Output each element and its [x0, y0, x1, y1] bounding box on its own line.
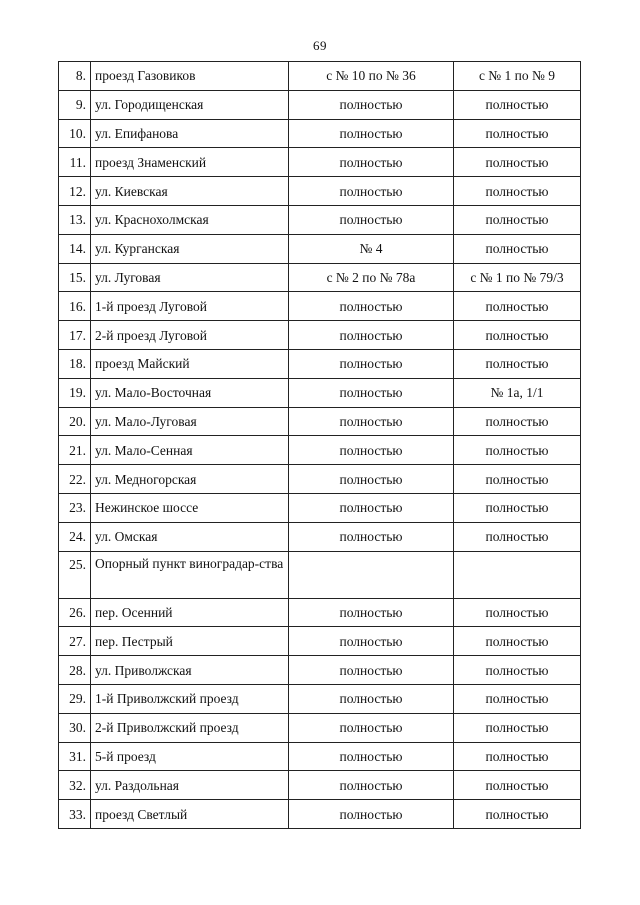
street-name-cell: ул. Омская [91, 522, 289, 551]
street-name-cell: проезд Майский [91, 349, 289, 378]
row-number-cell: 25. [59, 551, 91, 598]
table-row [59, 349, 581, 378]
odd-side-cell: полностью [454, 713, 581, 742]
table-row [59, 800, 581, 829]
street-table [58, 61, 581, 829]
odd-side-cell: полностью [454, 684, 581, 713]
odd-side-cell: полностью [454, 436, 581, 465]
even-side-cell: полностью [289, 522, 454, 551]
street-name-cell: пер. Пестрый [91, 627, 289, 656]
odd-side-cell: полностью [454, 742, 581, 771]
row-number-cell: 18. [59, 349, 91, 378]
row-number-cell: 29. [59, 684, 91, 713]
street-name-cell: ул. Епифанова [91, 119, 289, 148]
odd-side-cell: полностью [454, 800, 581, 829]
even-side-cell: с № 2 по № 78а [289, 263, 454, 292]
odd-side-cell: полностью [454, 177, 581, 206]
street-name-cell: ул. Медногорская [91, 465, 289, 494]
odd-side-cell [454, 551, 581, 598]
table-row [59, 263, 581, 292]
row-number-cell: 19. [59, 378, 91, 407]
even-side-cell [289, 551, 454, 598]
even-side-cell: полностью [289, 713, 454, 742]
row-number-cell: 21. [59, 436, 91, 465]
odd-side-cell: полностью [454, 148, 581, 177]
street-name-cell: 2-й проезд Луговой [91, 321, 289, 350]
row-number-cell: 20. [59, 407, 91, 436]
table-row [59, 742, 581, 771]
street-name-cell: Нежинское шоссе [91, 493, 289, 522]
row-number-cell: 14. [59, 234, 91, 263]
table-row [59, 493, 581, 522]
street-name-cell: 1-й проезд Луговой [91, 292, 289, 321]
even-side-cell: полностью [289, 148, 454, 177]
odd-side-cell: полностью [454, 627, 581, 656]
even-side-cell: полностью [289, 321, 454, 350]
even-side-cell: полностью [289, 656, 454, 685]
street-name-cell: 1-й Приволжский проезд [91, 684, 289, 713]
row-number-cell: 10. [59, 119, 91, 148]
street-name-cell: 2-й Приволжский проезд [91, 713, 289, 742]
even-side-cell: полностью [289, 119, 454, 148]
table-row [59, 436, 581, 465]
street-name-cell: ул. Мало-Восточная [91, 378, 289, 407]
even-side-cell: полностью [289, 436, 454, 465]
odd-side-cell: полностью [454, 493, 581, 522]
table-row [59, 771, 581, 800]
row-number-cell: 8. [59, 62, 91, 91]
even-side-cell: полностью [289, 378, 454, 407]
row-number-cell: 22. [59, 465, 91, 494]
street-name-cell: ул. Мало-Сенная [91, 436, 289, 465]
street-name-cell: ул. Приволжская [91, 656, 289, 685]
odd-side-cell: полностью [454, 771, 581, 800]
odd-side-cell: полностью [454, 407, 581, 436]
street-name-cell: 5-й проезд [91, 742, 289, 771]
even-side-cell: полностью [289, 493, 454, 522]
even-side-cell: полностью [289, 627, 454, 656]
even-side-cell: полностью [289, 205, 454, 234]
row-number-cell: 9. [59, 90, 91, 119]
even-side-cell: полностью [289, 800, 454, 829]
street-name-cell: ул. Луговая [91, 263, 289, 292]
street-name-cell: ул. Краснохолмская [91, 205, 289, 234]
table-row [59, 62, 581, 91]
odd-side-cell: полностью [454, 90, 581, 119]
table-row [59, 684, 581, 713]
table-row [59, 713, 581, 742]
street-name-cell: Опорный пункт виноградар-ства [91, 551, 289, 598]
table-row [59, 522, 581, 551]
even-side-cell: полностью [289, 349, 454, 378]
table-row [59, 321, 581, 350]
street-name-cell: проезд Газовиков [91, 62, 289, 91]
row-number-cell: 17. [59, 321, 91, 350]
row-number-cell: 16. [59, 292, 91, 321]
table-row [59, 465, 581, 494]
street-name-cell: ул. Курганская [91, 234, 289, 263]
street-name-cell: ул. Мало-Луговая [91, 407, 289, 436]
even-side-cell: полностью [289, 742, 454, 771]
table-row [59, 148, 581, 177]
even-side-cell: полностью [289, 90, 454, 119]
table-row [59, 205, 581, 234]
table-row [59, 234, 581, 263]
odd-side-cell: полностью [454, 234, 581, 263]
page-number: 69 [313, 38, 327, 53]
table-row [59, 177, 581, 206]
street-name-cell: ул. Киевская [91, 177, 289, 206]
table-body [59, 62, 581, 829]
table-row [59, 656, 581, 685]
odd-side-cell: с № 1 по № 9 [454, 62, 581, 91]
row-number-cell: 28. [59, 656, 91, 685]
odd-side-cell: полностью [454, 522, 581, 551]
odd-side-cell: полностью [454, 465, 581, 494]
row-number-cell: 24. [59, 522, 91, 551]
table-row [59, 119, 581, 148]
table-row [59, 407, 581, 436]
table-row [59, 627, 581, 656]
street-name-cell: проезд Светлый [91, 800, 289, 829]
row-number-cell: 31. [59, 742, 91, 771]
table-row [59, 378, 581, 407]
odd-side-cell: с № 1 по № 79/3 [454, 263, 581, 292]
odd-side-cell: полностью [454, 119, 581, 148]
even-side-cell: полностью [289, 292, 454, 321]
odd-side-cell: полностью [454, 321, 581, 350]
odd-side-cell: полностью [454, 205, 581, 234]
table-row [59, 292, 581, 321]
street-name-cell: ул. Раздольная [91, 771, 289, 800]
row-number-cell: 15. [59, 263, 91, 292]
odd-side-cell: полностью [454, 656, 581, 685]
table-row [59, 598, 581, 627]
even-side-cell: № 4 [289, 234, 454, 263]
even-side-cell: полностью [289, 684, 454, 713]
even-side-cell: полностью [289, 177, 454, 206]
row-number-cell: 33. [59, 800, 91, 829]
row-number-cell: 26. [59, 598, 91, 627]
row-number-cell: 27. [59, 627, 91, 656]
even-side-cell: полностью [289, 598, 454, 627]
odd-side-cell: № 1а, 1/1 [454, 378, 581, 407]
row-number-cell: 32. [59, 771, 91, 800]
odd-side-cell: полностью [454, 349, 581, 378]
even-side-cell: полностью [289, 465, 454, 494]
row-number-cell: 30. [59, 713, 91, 742]
table-row [59, 90, 581, 119]
street-name-cell: ул. Городищенская [91, 90, 289, 119]
odd-side-cell: полностью [454, 598, 581, 627]
row-number-cell: 11. [59, 148, 91, 177]
table-row [59, 551, 581, 598]
even-side-cell: полностью [289, 407, 454, 436]
street-name-cell: проезд Знаменский [91, 148, 289, 177]
row-number-cell: 13. [59, 205, 91, 234]
odd-side-cell: полностью [454, 292, 581, 321]
even-side-cell: с № 10 по № 36 [289, 62, 454, 91]
row-number-cell: 23. [59, 493, 91, 522]
street-name-cell: пер. Осенний [91, 598, 289, 627]
even-side-cell: полностью [289, 771, 454, 800]
row-number-cell: 12. [59, 177, 91, 206]
